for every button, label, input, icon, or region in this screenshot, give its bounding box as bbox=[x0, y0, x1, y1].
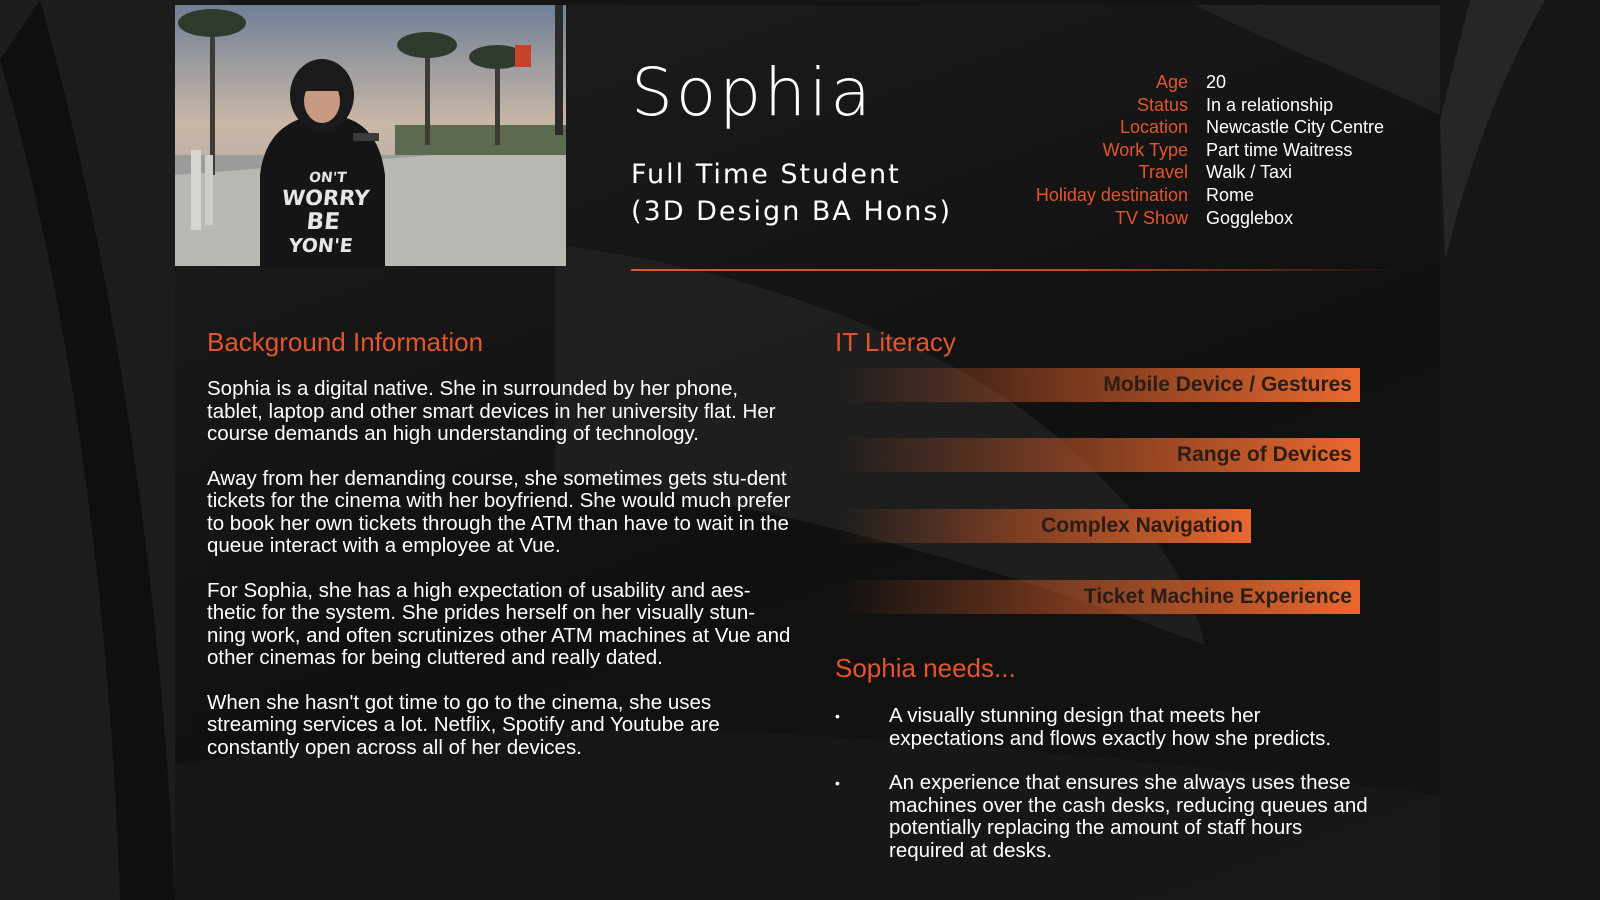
background-text bbox=[207, 378, 792, 781]
it-bar-label: Range of Devices bbox=[1176, 443, 1352, 466]
needs-item-text: An experience that ensures she always uses these machines over the cash desks, reducing queues and potentially replacing the amount of staff hours required at desks. bbox=[889, 771, 1368, 862]
role-line-2: (3D Design BA Hons) bbox=[631, 196, 952, 227]
fact-row-travel bbox=[965, 161, 1425, 184]
fact-label: Work Type bbox=[1102, 139, 1188, 160]
it-bar-range-of-devices bbox=[840, 438, 1360, 472]
it-bar-label: Ticket Machine Experience bbox=[1083, 585, 1352, 608]
sweatshirt-text-3: BE bbox=[305, 209, 342, 235]
fact-label: Status bbox=[1136, 94, 1188, 115]
sweatshirt-text-4: YON'E bbox=[287, 235, 354, 257]
fact-value: 20 bbox=[1206, 72, 1227, 92]
it-literacy-heading: IT Literacy bbox=[835, 327, 956, 357]
bullet-icon: • bbox=[835, 775, 840, 791]
sweatshirt-text-2: WORRY bbox=[280, 186, 371, 210]
fact-row-status bbox=[965, 94, 1425, 117]
fact-label: Location bbox=[1119, 117, 1188, 138]
fact-value: Walk / Taxi bbox=[1206, 162, 1293, 183]
role-line-1: Full Time Student bbox=[631, 159, 901, 190]
photo-illustration bbox=[175, 5, 566, 266]
needs-item bbox=[835, 772, 1375, 862]
background-paragraph: For Sophia, she has a high expectation of usability and aes-thetic for the system. She prides herself on her visually stun-ning work, and often scrutinizes other ATM machines at Vue and other cinemas for being cluttered and really dated. bbox=[207, 578, 791, 669]
needs-item bbox=[835, 705, 1375, 750]
fact-label: Holiday destination bbox=[1035, 184, 1188, 205]
persona-role bbox=[631, 156, 952, 230]
fact-value: Part time Waitress bbox=[1206, 139, 1353, 160]
fact-row-holiday bbox=[965, 184, 1425, 207]
fact-value: Gogglebox bbox=[1206, 207, 1294, 228]
header-divider bbox=[631, 269, 1391, 271]
it-bar-label: Complex Navigation bbox=[1041, 514, 1243, 537]
persona-name: Sophia bbox=[631, 54, 874, 131]
fact-value: Rome bbox=[1206, 184, 1255, 205]
fact-label: Age bbox=[1155, 72, 1188, 92]
bullet-icon: • bbox=[835, 708, 840, 724]
fact-label: Travel bbox=[1138, 162, 1188, 183]
it-bar-ticket-machine bbox=[840, 580, 1360, 614]
background-paragraph: Sophia is a digital native. She in surrounded by her phone, tablet, laptop and other smart devices in her university flat. Her course demands an high understanding of technology. bbox=[207, 377, 776, 445]
sweatshirt-text-1: ON'T bbox=[308, 170, 348, 186]
persona-photo bbox=[175, 5, 566, 266]
persona-card bbox=[175, 5, 1440, 900]
fact-value: In a relationship bbox=[1206, 94, 1334, 115]
fact-row-location bbox=[965, 116, 1425, 139]
needs-list bbox=[835, 705, 1375, 884]
it-bar-mobile-gestures bbox=[840, 368, 1360, 402]
fact-value: Newcastle City Centre bbox=[1206, 117, 1385, 138]
fact-label: TV Show bbox=[1114, 207, 1188, 228]
it-bar-complex-navigation bbox=[840, 509, 1251, 543]
fact-row-age bbox=[965, 71, 1425, 94]
background-paragraph: Away from her demanding course, she sometimes gets stu-dent tickets for the cinema with her boyfriend. She would much prefer to book her own tickets through the ATM than have to wait in the queue interact with a employee at Vue. bbox=[207, 466, 791, 557]
persona-facts bbox=[965, 71, 1425, 229]
fact-row-work-type bbox=[965, 139, 1425, 162]
needs-item-text: A visually stunning design that meets her expectations and flows exactly how she predicts. bbox=[889, 704, 1332, 750]
sweatshirt-print bbox=[274, 170, 373, 258]
needs-heading: Sophia needs... bbox=[835, 653, 1016, 683]
it-bar-label: Mobile Device / Gestures bbox=[1103, 373, 1352, 396]
background-paragraph: When she hasn't got time to go to the cinema, she uses streaming services a lot. Netflix, Spotify and Youtube are constantly open across all of her devices. bbox=[207, 690, 720, 759]
background-heading: Background Information bbox=[207, 327, 484, 357]
fact-row-tv-show bbox=[965, 207, 1425, 230]
